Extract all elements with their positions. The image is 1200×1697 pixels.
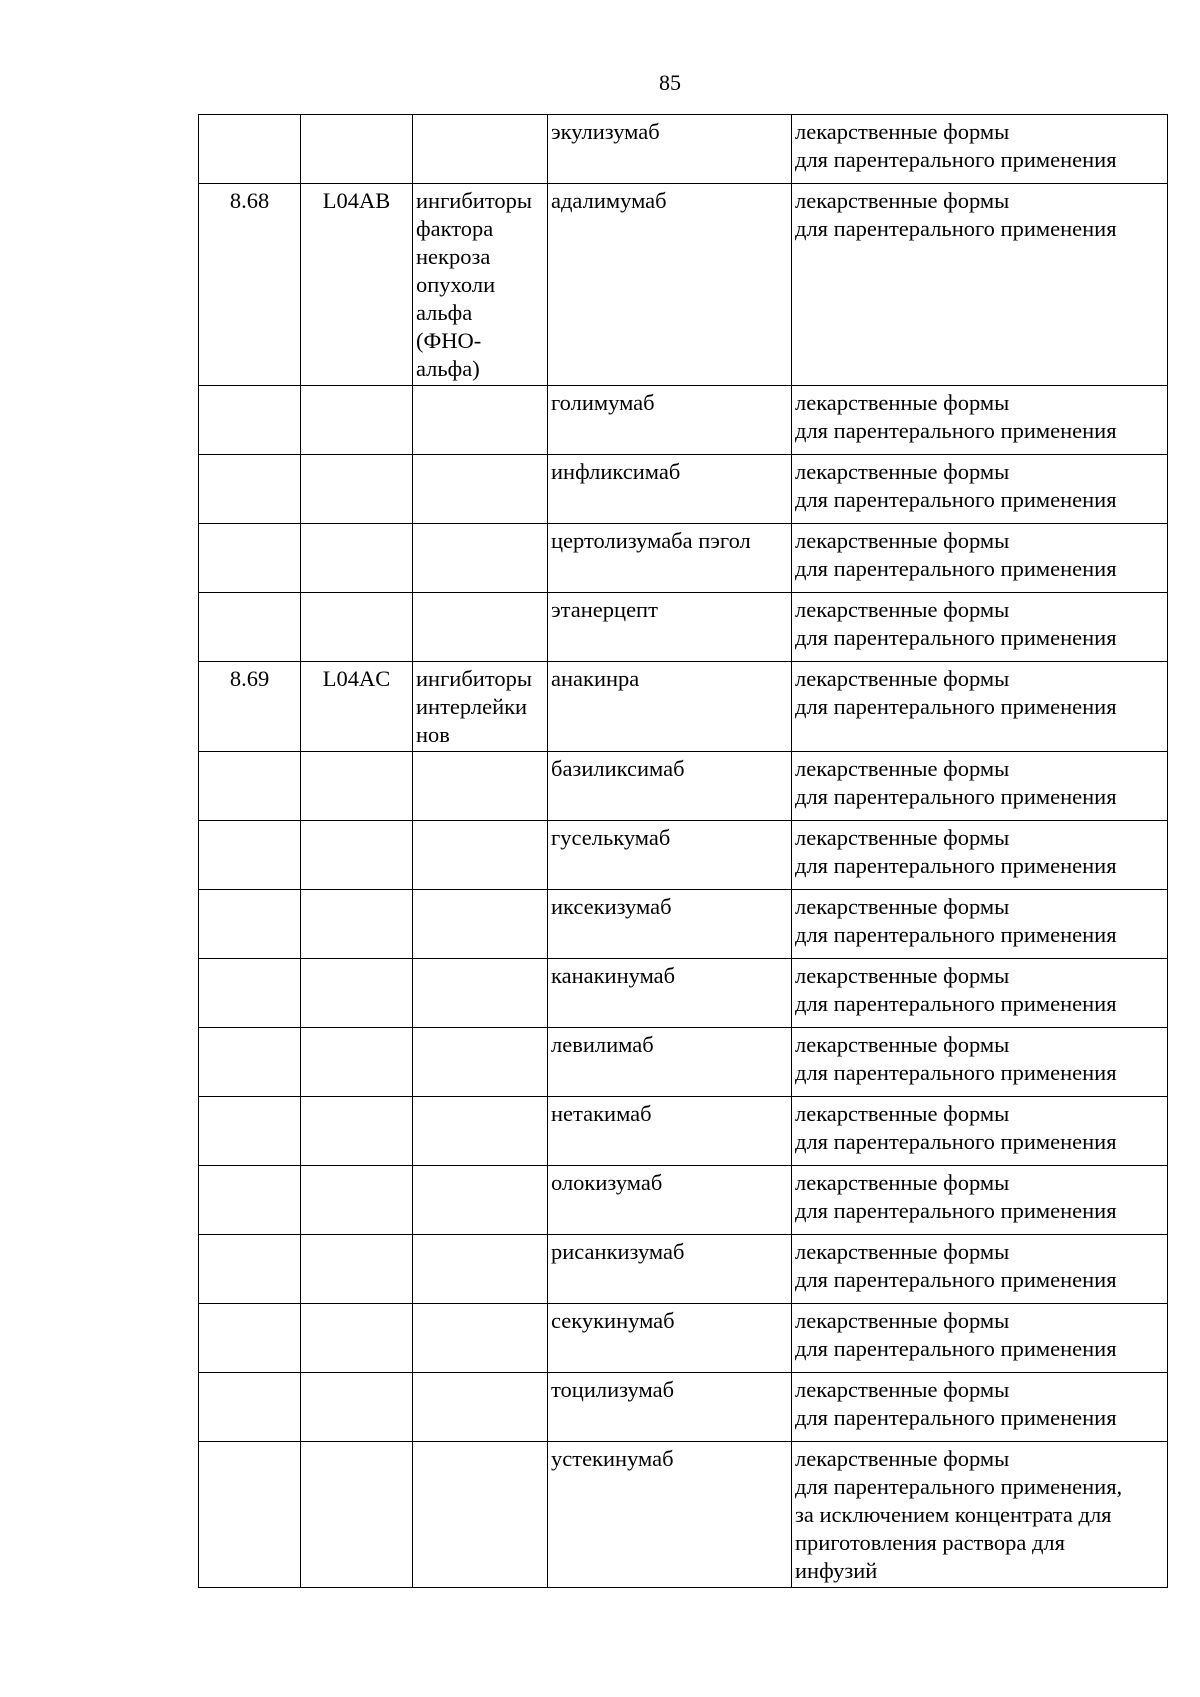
atc-code-cell <box>301 386 413 455</box>
dosage-form-cell <box>792 1304 1168 1373</box>
drug-group-cell <box>413 184 548 386</box>
dosage-form-cell <box>792 1097 1168 1166</box>
atc-code-cell <box>301 1097 413 1166</box>
dosage-form-cell-line: лекарственные формы <box>795 1446 1010 1471</box>
drug-group-cell-line: альфа <box>416 300 473 325</box>
dosage-form-cell-line: лекарственные формы <box>795 1308 1010 1333</box>
dosage-form-cell-line: лекарственные формы <box>795 894 1010 919</box>
dosage-form-cell-line: лекарственные формы <box>795 756 1010 781</box>
row-number-cell <box>199 1028 301 1097</box>
drug-group-cell <box>413 1304 548 1373</box>
dosage-form-cell-line: для парентерального применения <box>795 784 1117 809</box>
medication-table <box>198 114 1168 1588</box>
atc-code-cell <box>301 1235 413 1304</box>
row-number-cell <box>199 1373 301 1442</box>
dosage-form-cell-line: лекарственные формы <box>795 963 1010 988</box>
table-row <box>199 1373 1168 1442</box>
dosage-form-cell <box>792 115 1168 184</box>
dosage-form-cell-line: лекарственные формы <box>795 459 1010 484</box>
drug-group-cell-line: альфа) <box>416 356 480 381</box>
page-number: 85 <box>659 70 681 95</box>
table-row <box>199 1166 1168 1235</box>
dosage-form-cell-line: лекарственные формы <box>795 597 1010 622</box>
dosage-form-cell-line: для парентерального применения <box>795 216 1117 241</box>
drug-group-cell <box>413 115 548 184</box>
drug-name-cell: инфликсимаб <box>548 455 792 524</box>
table-row <box>199 1442 1168 1588</box>
drug-name-cell: нетакимаб <box>548 1097 792 1166</box>
dosage-form-cell <box>792 455 1168 524</box>
dosage-form-cell <box>792 890 1168 959</box>
drug-group-cell-line: ингибиторы <box>416 188 532 213</box>
drug-name-cell: устекинумаб <box>548 1442 792 1588</box>
atc-code-cell <box>301 1166 413 1235</box>
dosage-form-cell-line: для парентерального применения <box>795 1336 1117 1361</box>
drug-name-cell: голимумаб <box>548 386 792 455</box>
table-row <box>199 184 1168 386</box>
table-row <box>199 1097 1168 1166</box>
dosage-form-cell <box>792 524 1168 593</box>
row-number-cell <box>199 890 301 959</box>
drug-group-cell <box>413 386 548 455</box>
dosage-form-cell-line: лекарственные формы <box>795 1170 1010 1195</box>
dosage-form-cell <box>792 593 1168 662</box>
drug-group-cell-line: некроза <box>416 244 491 269</box>
row-number-cell <box>199 1235 301 1304</box>
dosage-form-cell-line: для парентерального применения <box>795 922 1117 947</box>
row-number-cell: 8.68 <box>199 184 301 386</box>
dosage-form-cell <box>792 1373 1168 1442</box>
dosage-form-cell <box>792 1235 1168 1304</box>
atc-code-cell <box>301 959 413 1028</box>
dosage-form-cell-line: лекарственные формы <box>795 528 1010 553</box>
table-row <box>199 821 1168 890</box>
drug-group-cell <box>413 1097 548 1166</box>
drug-group-cell <box>413 1373 548 1442</box>
atc-code-cell: L04AB <box>301 184 413 386</box>
table-row <box>199 524 1168 593</box>
atc-code-cell <box>301 115 413 184</box>
atc-code-cell <box>301 1373 413 1442</box>
drug-group-cell-line: фактора <box>416 216 494 241</box>
drug-group-cell-line: (ФНО- <box>416 328 482 353</box>
dosage-form-cell-line: за исключением концентрата для <box>795 1502 1112 1527</box>
drug-name-cell: секукинумаб <box>548 1304 792 1373</box>
table-row <box>199 115 1168 184</box>
drug-name-cell: адалимумаб <box>548 184 792 386</box>
drug-group-cell <box>413 752 548 821</box>
drug-group-cell <box>413 959 548 1028</box>
dosage-form-cell-line: лекарственные формы <box>795 1032 1010 1057</box>
table-row <box>199 662 1168 752</box>
atc-code-cell <box>301 890 413 959</box>
row-number-cell <box>199 1304 301 1373</box>
drug-group-cell <box>413 524 548 593</box>
table-row <box>199 1235 1168 1304</box>
dosage-form-cell-line: для парентерального применения <box>795 853 1117 878</box>
row-number-cell <box>199 1442 301 1588</box>
drug-group-cell <box>413 662 548 752</box>
dosage-form-cell <box>792 1166 1168 1235</box>
atc-code-cell <box>301 593 413 662</box>
dosage-form-cell-line: лекарственные формы <box>795 666 1010 691</box>
drug-name-cell: цертолизумаба пэгол <box>548 524 792 593</box>
atc-code-cell <box>301 455 413 524</box>
drug-name-cell: иксекизумаб <box>548 890 792 959</box>
drug-name-cell: анакинра <box>548 662 792 752</box>
atc-code-cell <box>301 1442 413 1588</box>
dosage-form-cell-line: приготовления раствора для <box>795 1530 1065 1555</box>
dosage-form-cell-line: для парентерального применения <box>795 625 1117 650</box>
atc-code-cell: L04AC <box>301 662 413 752</box>
row-number-cell <box>199 1097 301 1166</box>
dosage-form-cell-line: лекарственные формы <box>795 188 1010 213</box>
row-number-cell <box>199 593 301 662</box>
atc-code-cell <box>301 821 413 890</box>
atc-code-cell <box>301 1304 413 1373</box>
dosage-form-cell-line: для парентерального применения <box>795 1129 1117 1154</box>
dosage-form-cell <box>792 752 1168 821</box>
drug-name-cell: канакинумаб <box>548 959 792 1028</box>
drug-name-cell: экулизумаб <box>548 115 792 184</box>
drug-group-cell <box>413 1166 548 1235</box>
dosage-form-cell-line: лекарственные формы <box>795 825 1010 850</box>
drug-name-cell: гуселькумаб <box>548 821 792 890</box>
dosage-form-cell <box>792 662 1168 752</box>
row-number-cell: 8.69 <box>199 662 301 752</box>
row-number-cell <box>199 821 301 890</box>
row-number-cell <box>199 959 301 1028</box>
drug-group-cell-line: нов <box>416 722 450 747</box>
row-number-cell <box>199 1166 301 1235</box>
dosage-form-cell-line: лекарственные формы <box>795 1239 1010 1264</box>
dosage-form-cell-line: для парентерального применения <box>795 991 1117 1016</box>
table-row <box>199 890 1168 959</box>
row-number-cell <box>199 752 301 821</box>
atc-code-cell <box>301 1028 413 1097</box>
dosage-form-cell <box>792 821 1168 890</box>
dosage-form-cell-line: лекарственные формы <box>795 1101 1010 1126</box>
row-number-cell <box>199 115 301 184</box>
table-row <box>199 455 1168 524</box>
dosage-form-cell <box>792 386 1168 455</box>
dosage-form-cell <box>792 184 1168 386</box>
drug-name-cell: тоцилизумаб <box>548 1373 792 1442</box>
drug-group-cell <box>413 1235 548 1304</box>
dosage-form-cell-line: для парентерального применения <box>795 1267 1117 1292</box>
drug-group-cell <box>413 593 548 662</box>
dosage-form-cell-line: для парентерального применения <box>795 1405 1117 1430</box>
dosage-form-cell-line: для парентерального применения <box>795 418 1117 443</box>
dosage-form-cell-line: лекарственные формы <box>795 390 1010 415</box>
table-row <box>199 1028 1168 1097</box>
dosage-form-cell-line: лекарственные формы <box>795 1377 1010 1402</box>
dosage-form-cell-line: для парентерального применения <box>795 147 1117 172</box>
dosage-form-cell-line: для парентерального применения, <box>795 1474 1123 1499</box>
dosage-form-cell <box>792 1442 1168 1588</box>
dosage-form-cell <box>792 959 1168 1028</box>
dosage-form-cell-line: лекарственные формы <box>795 119 1010 144</box>
drug-group-cell-line: интерлейки <box>416 694 528 719</box>
drug-group-cell-line: опухоли <box>416 272 496 297</box>
row-number-cell <box>199 524 301 593</box>
drug-group-cell <box>413 1442 548 1588</box>
drug-group-cell-line: ингибиторы <box>416 666 532 691</box>
atc-code-cell <box>301 752 413 821</box>
dosage-form-cell-line: для парентерального применения <box>795 1198 1117 1223</box>
dosage-form-cell-line: инфузий <box>795 1558 878 1583</box>
row-number-cell <box>199 386 301 455</box>
drug-name-cell: левилимаб <box>548 1028 792 1097</box>
drug-name-cell: базиликсимаб <box>548 752 792 821</box>
table-body <box>199 115 1168 1588</box>
drug-name-cell: этанерцепт <box>548 593 792 662</box>
drug-group-cell <box>413 890 548 959</box>
table-row <box>199 959 1168 1028</box>
dosage-form-cell-line: для парентерального применения <box>795 556 1117 581</box>
atc-code-cell <box>301 524 413 593</box>
drug-group-cell <box>413 821 548 890</box>
drug-name-cell: рисанкизумаб <box>548 1235 792 1304</box>
dosage-form-cell-line: для парентерального применения <box>795 694 1117 719</box>
drug-group-cell <box>413 455 548 524</box>
row-number-cell <box>199 455 301 524</box>
drug-name-cell: олокизумаб <box>548 1166 792 1235</box>
dosage-form-cell-line: для парентерального применения <box>795 487 1117 512</box>
table-row <box>199 752 1168 821</box>
table-row <box>199 1304 1168 1373</box>
dosage-form-cell <box>792 1028 1168 1097</box>
table-row <box>199 593 1168 662</box>
table-row <box>199 386 1168 455</box>
drug-group-cell <box>413 1028 548 1097</box>
dosage-form-cell-line: для парентерального применения <box>795 1060 1117 1085</box>
